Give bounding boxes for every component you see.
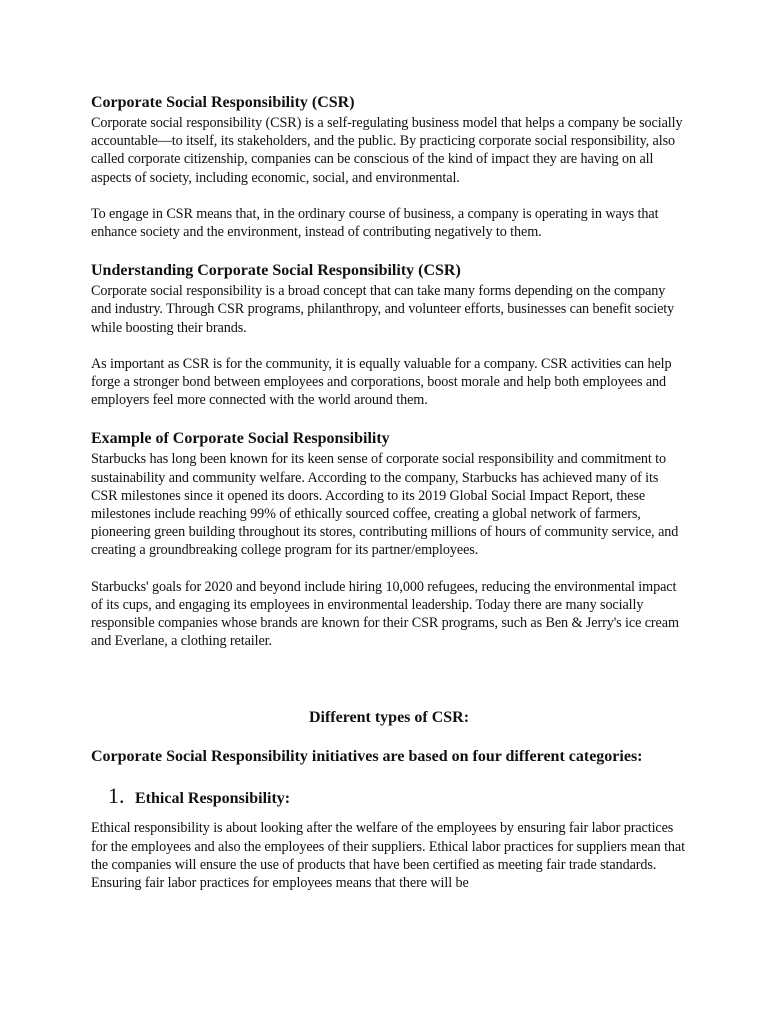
paragraph-understanding-concept: Corporate social responsibility is a broad concept that can take many forms depending on the company and industry. Through CSR programs, philanthropy, and volunteer efforts, businesses can benefit society while boosting their brands.	[91, 283, 675, 336]
paragraph-starbucks-milestones: Starbucks has long been known for its keen sense of corporate social responsibility and commitment to sustainability and community welfare. According to the company, Starbucks has achieved many of its CSR milestones since it opened its doors. According to its 2019 Global Social Impact Report, these milestones include reaching 99% of ethically sourced coffee, creating a global network of farmers, pioneering green building throughout its stores, contributing millions of hours of community service, and creating a groundbreaking college program for its partner/employees.	[91, 451, 679, 559]
heading-csr: Corporate Social Responsibility (CSR)	[91, 94, 355, 111]
paragraph-ethical-responsibility: Ethical responsibility is about looking after the welfare of the employees by ensuring fair labor practices for the employees and also the employees of their suppliers. Ethical labor practices for suppliers mean that the companies will ensure the use of products that have been certified as meeting fair trade standards. Ensuring fair labor practices for employees means that there will be	[91, 820, 685, 892]
document-page	[91, 93, 687, 892]
list-title: Ethical Responsibility:	[135, 790, 291, 808]
paragraph-csr-engage: To engage in CSR means that, in the ordinary course of business, a company is operating in ways that enhance society and the environment, instead of contributing negatively to them.	[91, 205, 659, 241]
paragraph-understanding-value: As important as CSR is for the community, it is equally valuable for a company. CSR activities can help forge a stronger bond between employees and corporations, boost morale and help both employees and employers feel more connected with the world around them.	[91, 355, 672, 409]
heading-understanding-csr: Understanding Corporate Social Responsibility (CSR)	[91, 262, 461, 280]
paragraph-csr-definition: Corporate social responsibility (CSR) is a self-regulating business model that helps a company be socially accountable—to itself, its stakeholders, and the public. By practicing corporate social responsibility, also called corporate citizenship, companies can be conscious of the kind of impact they are having on all aspects of society, including economic, social, and environmental.	[91, 115, 683, 186]
list-number: 1.	[108, 783, 125, 809]
list-item-ethical-responsibility	[91, 783, 687, 809]
heading-example-csr: Example of Corporate Social Responsibility	[91, 430, 390, 448]
paragraph-starbucks-goals: Starbucks' goals for 2020 and beyond include hiring 10,000 refugees, reducing the environmental impact of its cups, and engaging its employees in environmental leadership. Today there are many socially responsible companies whose brands are known for their CSR programs, such as Ben & Jerry's ice cream and Everlane, a clothing retailer.	[91, 578, 679, 650]
categories-intro: Corporate Social Responsibility initiatives are based on four different categories:	[91, 748, 643, 766]
types-of-csr-title: Different types of CSR:	[308, 709, 470, 727]
